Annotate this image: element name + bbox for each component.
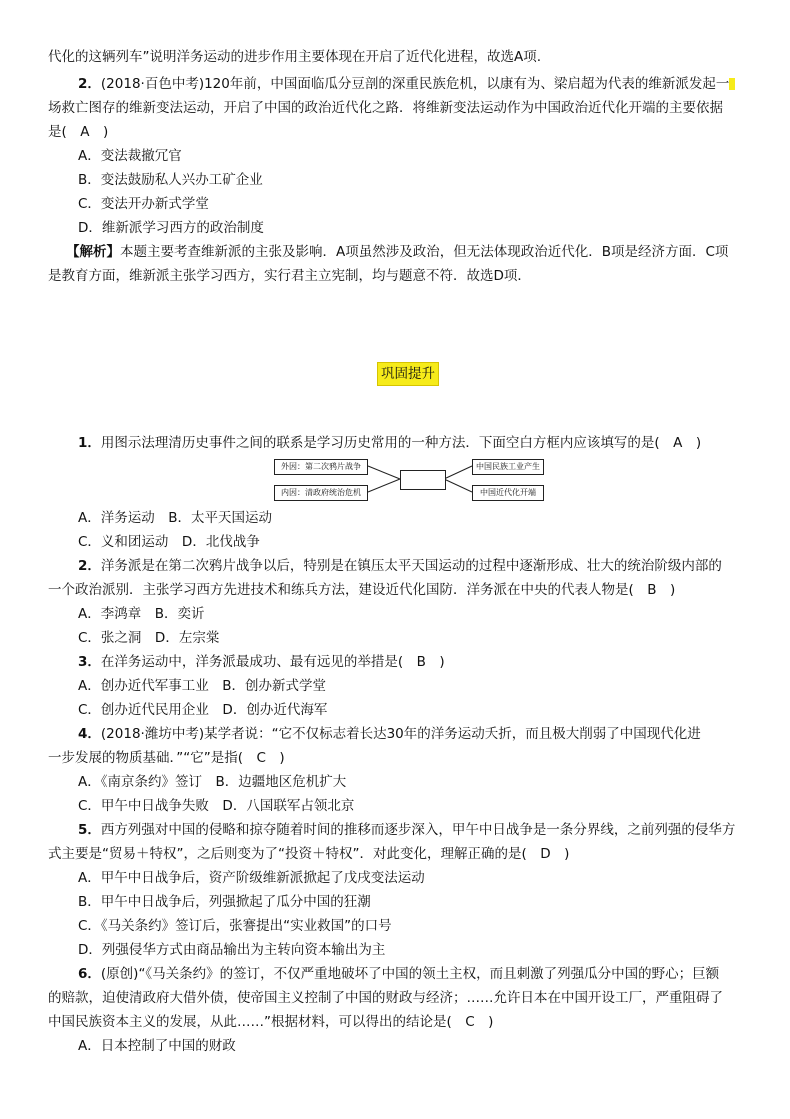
q4-options-row-2: C．甲午中日战争失败 D．八国联军占领北京 xyxy=(78,798,355,814)
q5-option-c: C．《马关条约》签订后，张謇提出“实业救国”的口号 xyxy=(78,918,392,934)
q3-options-row-2: C．创办近代民用企业 D．创办近代海军 xyxy=(78,702,328,718)
q6-stem-line-1 xyxy=(78,963,768,986)
question-number: 4． xyxy=(78,726,101,742)
question-number: 5． xyxy=(78,822,101,838)
stem-text: 西方列强对中国的侵略和掠夺随着时间的推移而逐步深入，甲午中日战争是一条分界线，之前列强的侵华方 xyxy=(100,822,736,838)
stem-text: 洋务派是在第二次鸦片战争以后，特别是在镇压太平天国运动的过程中逐渐形成、壮大的统治阶级内部的 xyxy=(100,558,722,574)
stem-text: (原创)“《马关条约》的签订，不仅严重地破坏了中国的领土主权，而且刺激了列强瓜分中国的野心；巨额 xyxy=(100,966,720,982)
question-2-option-a: A．变法裁撤冗官 xyxy=(78,148,182,164)
diagram-result-industry: 中国民族工业产生 xyxy=(472,459,544,475)
question-2-option-b: B．变法鼓励私人兴办工矿企业 xyxy=(78,172,263,188)
analysis-continuation: 代化的这辆列车”说明洋务运动的进步作用主要体现在开启了近代化进程，故选A项. xyxy=(48,49,542,65)
section-title: 巩固提升 xyxy=(377,362,439,386)
question-number: 1． xyxy=(78,435,101,451)
q6-option-a: A．日本控制了中国的财政 xyxy=(78,1038,236,1054)
stem-text: 在洋务运动中，洋务派最成功、最有远见的举措是( B ) xyxy=(100,654,445,670)
stem-text: (2018·潍坊中考)某学者说：“它不仅标志着长达30年的洋务运动夭折，而且极大削弱了中国现代化进 xyxy=(100,726,701,742)
q4-options-row-1: A．《南京条约》签订 B．边疆地区危机扩大 xyxy=(78,774,347,790)
q5-option-a: A．甲午中日战争后，资产阶级维新派掀起了戊戌变法运动 xyxy=(78,870,425,886)
question-2-option-d: D．维新派学习西方的政治制度 xyxy=(78,220,264,236)
q5-option-b: B．甲午中日战争后，列强掀起了瓜分中国的狂潮 xyxy=(78,894,371,910)
question-2-stem-line-2: 场救亡图存的维新变法运动，开启了中国的政治近代化之路．将维新变法运动作为中国政治近代化开端的主要依据 xyxy=(48,100,723,116)
highlight-mark xyxy=(729,78,735,90)
diagram-blank-box xyxy=(400,470,446,490)
q3-stem xyxy=(78,651,768,674)
question-number: 2． xyxy=(78,558,101,574)
analysis-text: 本题主要考查维新派的主张及影响．A项虽然涉及政治，但无法体现政治近代化．B项是经济方面．C项 xyxy=(120,244,729,260)
diagram-result-modernization: 中国近代化开端 xyxy=(472,485,544,501)
q6-stem-line-3: 中国民族资本主义的发展，从此……”根据材料，可以得出的结论是( C ) xyxy=(48,1014,494,1030)
q1-options-row-2: C．义和团运动 D．北伐战争 xyxy=(78,534,260,550)
q1-options-row-1: A．洋务运动 B．太平天国运动 xyxy=(78,510,272,526)
q2-options-row-2: C．张之洞 D．左宗棠 xyxy=(78,630,220,646)
stem-text: 用图示法理清历史事件之间的联系是学习历史常用的一种方法．下面空白方框内应该填写的是( A ) xyxy=(100,435,702,451)
q4-stem-line-1 xyxy=(78,723,768,746)
q2-stem-line-1 xyxy=(78,555,768,578)
question-2-analysis-line-1 xyxy=(66,241,788,264)
q3-options-row-1: A．创办近代军事工业 B．创办新式学堂 xyxy=(78,678,326,694)
q2-options-row-1: A．李鸿章 B．奕䜣 xyxy=(78,606,205,622)
q1-stem xyxy=(78,432,768,455)
event-relation-diagram xyxy=(272,458,546,502)
diagram-internal-cause: 内因：清政府统治危机 xyxy=(274,485,368,501)
q6-stem-line-2: 的赔款，迫使清政府大借外债，使帝国主义控制了中国的财政与经济；……允许日本在中国开设工厂，严重阻碍了 xyxy=(48,990,723,1006)
question-2-analysis-line-2: 是教育方面，维新派主张学习西方，实行君主立宪制，均与题意不符．故选D项． xyxy=(48,268,531,284)
question-number: 3． xyxy=(78,654,101,670)
q4-stem-line-2: 一步发展的物质基础．”“它”是指( C ) xyxy=(48,750,285,766)
q5-option-d: D．列强侵华方式由商品输出为主转向资本输出为主 xyxy=(78,942,386,958)
stem-text: (2018·百色中考)120年前，中国面临瓜分豆剖的深重民族危机，以康有为、梁启超为代表的维新派发起一 xyxy=(100,76,730,92)
q2-stem-line-2: 一个政治派别．主张学习西方先进技术和练兵方法，建设近代化国防．洋务派在中央的代表人物是( B ) xyxy=(48,582,676,598)
question-2-stem-line-3: 是( A ) xyxy=(48,124,109,140)
question-number: 2． xyxy=(78,76,101,92)
question-number: 6． xyxy=(78,966,101,982)
q5-stem-line-1 xyxy=(78,819,768,842)
diagram-external-cause: 外因：第二次鸦片战争 xyxy=(274,459,368,475)
question-2-option-c: C．变法开办新式学堂 xyxy=(78,196,209,212)
q5-stem-line-2: 式主要是“贸易＋特权”，之后则变为了“投资＋特权”．对此变化，理解正确的是( D ) xyxy=(48,846,570,862)
question-2-stem-line-1 xyxy=(78,73,768,96)
analysis-label: 【解析】 xyxy=(66,244,120,260)
